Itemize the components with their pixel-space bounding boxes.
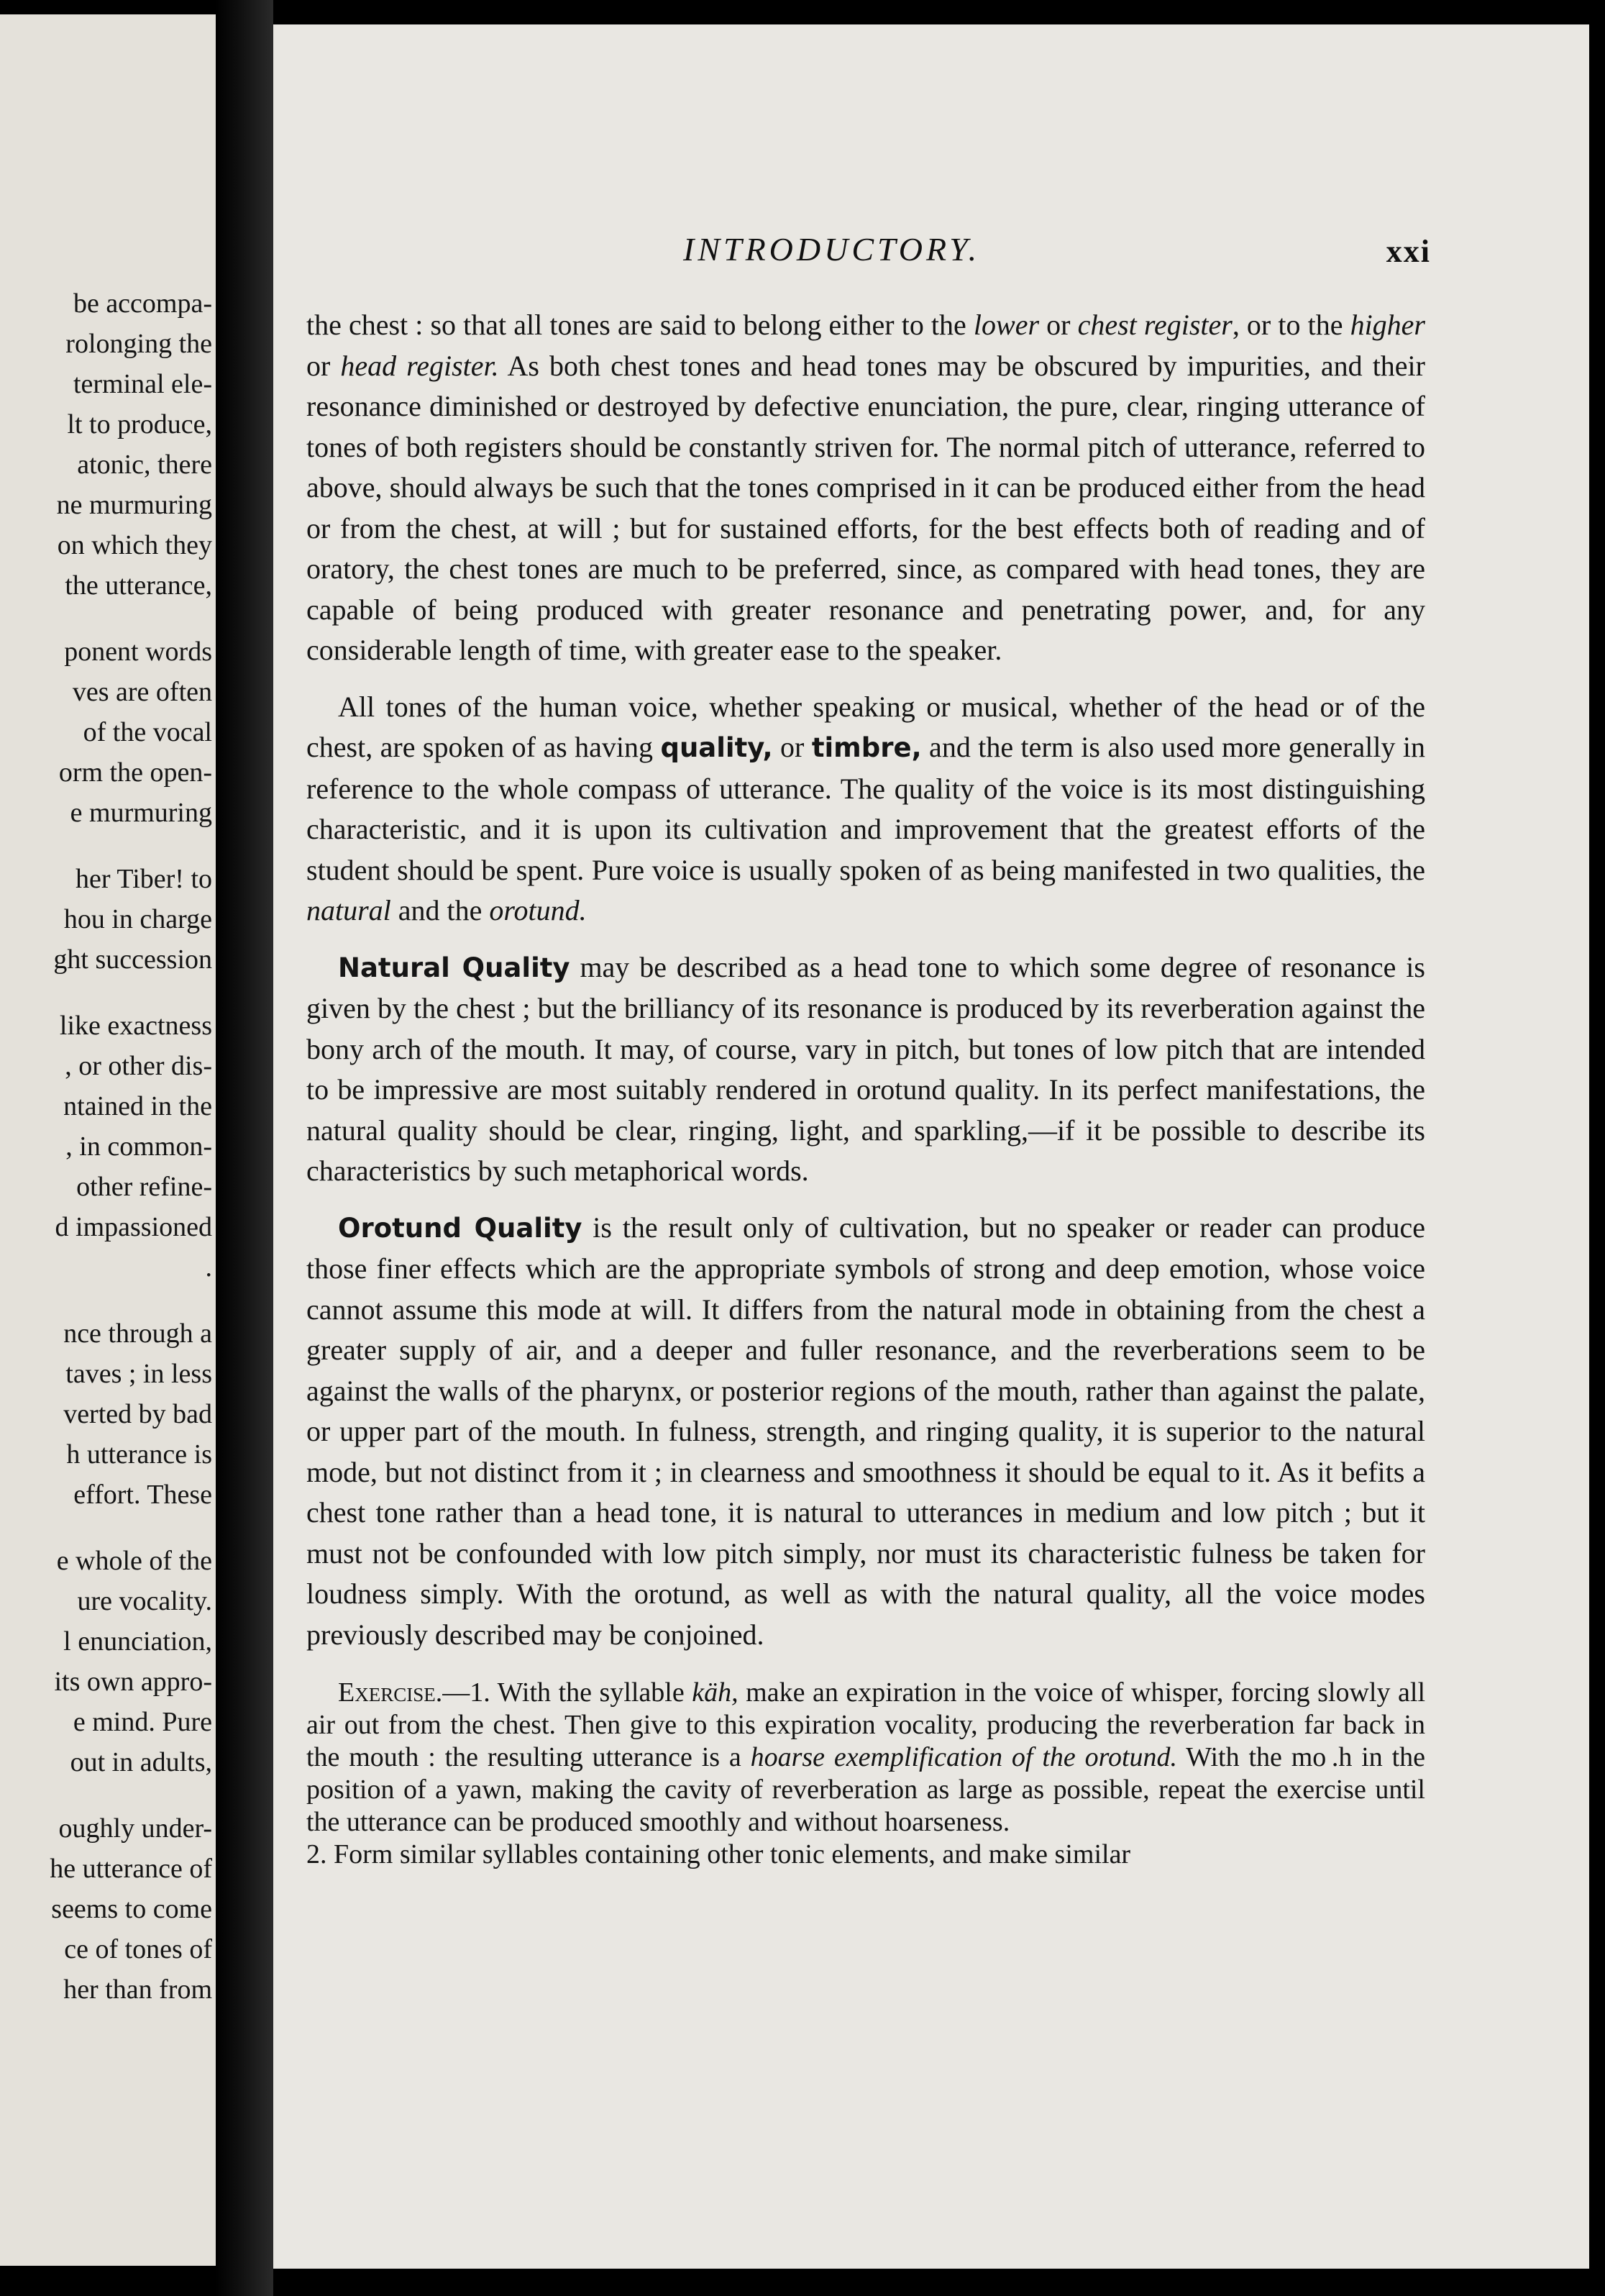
block-gap [7,606,212,632]
text-run: , or to the [1232,309,1350,341]
facing-page-line: taves ; in less [65,1359,212,1389]
block-gap [7,980,212,1006]
facing-page-line: her Tiber! to [76,864,212,894]
italic-term: head register. [340,349,499,382]
paragraph-registers [306,305,1425,671]
book-gutter [216,0,273,2296]
bold-term: quality, [660,732,773,763]
facing-page-line: of the vocal [83,717,212,747]
italic-term: higher [1350,309,1425,341]
facing-page-line: rolonging the [65,329,212,359]
text-run: make an expiration in the voice of whisper, forcing slowly all air out from the chest. Then give to this expiration vocality, producing the reverberation far back in the mouth : the resulting utterance is a [306,1677,1425,1772]
facing-page-line: be accompa- [73,288,212,319]
facing-page-lines [7,283,212,2010]
italic-term: lower [973,309,1040,341]
facing-page-line: ght succession [53,944,212,975]
text-run: and the [390,894,490,926]
facing-page-line: out in adults, [70,1747,212,1777]
section-heading: Orotund Quality [338,1212,582,1244]
text-run: the chest : so that all tones are said to belong either to the [306,309,974,341]
block-gap [7,1782,212,1808]
facing-page-line: he utterance of [50,1854,212,1884]
page-number: xxi [1386,234,1431,269]
italic-term: chest register [1077,309,1233,341]
book-page [273,24,1589,2269]
exercise-number: —1. [442,1677,490,1708]
text-run: Form similar syllables containing other tonic elements, and make similar [326,1839,1131,1869]
facing-page-line: like exactness [59,1011,212,1041]
italic-term: natural [306,894,391,926]
facing-page-line: verted by bad [63,1399,212,1429]
body-text [306,305,1425,1871]
exercise-number: 2. [306,1839,327,1869]
facing-page-line: on which they [57,530,212,560]
facing-page-line: e whole of the [56,1546,212,1576]
exercise-label: Exercise. [338,1677,443,1708]
text-run: With the mo .h in the position of a yawn, making the cavity of reverberation as large as possible, repeat the exercise until the utterance can be produced smoothly and without hoarseness. [306,1742,1425,1837]
facing-page-line: . [205,1252,212,1283]
facing-page-line: hou in charge [63,904,212,934]
facing-page-line: seems to come [51,1894,212,1924]
facing-page-fragment [0,14,216,2266]
paragraph-natural-quality [306,947,1425,1192]
block-gap [7,833,212,859]
text-run: With the syllable [490,1677,692,1708]
facing-page-line: nce through a [63,1318,212,1349]
bold-term: timbre, [811,732,922,763]
block-gap [7,1288,212,1313]
facing-page-line: the utterance, [65,570,212,601]
facing-page-line: l enunciation, [63,1626,212,1657]
facing-page-line: ne murmuring [56,490,212,520]
facing-page-line: oughly under- [58,1813,212,1844]
facing-page-line: her than from [63,1974,212,2005]
paragraph-orotund-quality [306,1208,1425,1656]
facing-page-line: its own appro- [54,1667,212,1697]
text-run: As both chest tones and head tones may be obscured by impurities, and their resonance diminished or destroyed by defective enunciation, the pure, clear, ringing utterance of tones of both registers should be constantly striven for. The normal pitch of utterance, referred to above, should always be such that the tones comprised in it can be produced either from the head or from the chest, at will ; but for sustained efforts, for the best effects both of reading and of oratory, the chest tones are much to be preferred, since, as compared with head tones, they are capable of being produced with greater resonance and penetrating power, and, for any considerable length of time, with greater ease to the speaker. [306,349,1425,666]
running-title: INTRODUCTORY. [683,231,981,268]
italic-term: orotund. [489,894,587,926]
text-run: and the term is also used more generally in reference to the whole compass of utterance. The quality of the voice is its most distinguishing characteristic, and it is upon its cultivation and improvement that the greatest efforts of the student should be spent. Pure voice is usually spoken of as being manifested in two qualities, the [306,731,1426,886]
paragraph-quality [306,687,1425,931]
facing-page-line: orm the open- [58,757,212,788]
facing-page-line: e murmuring [70,798,212,828]
block-gap [7,1515,212,1541]
text-run: All tones of the human voice, whether speaking or musical, whether of the head or of the chest, are spoken of as having [306,690,1425,763]
facing-page-line: h utterance is [66,1439,212,1470]
facing-page-line: ntained in the [63,1091,212,1121]
facing-page-line: , in common- [65,1131,212,1162]
facing-page-line: terminal ele- [73,369,212,399]
italic-term: käh, [692,1677,739,1708]
facing-page-line: ponent words [64,637,212,667]
text-run: or [772,731,812,763]
facing-page-line: e mind. Pure [73,1707,212,1737]
text-run: is the result only of cultivation, but no speaker or reader can produce those finer effects which are the appropriate symbols of strong and deep emotion, whose voice cannot assume this mode at will. It differs from the natural mode in obtaining from the chest a greater supply of air, and a deeper and fuller resonance, and the reverberations seem to be against the walls of the pharynx, or posterior regions of the mouth, rather than against the palate, or upper part of the mouth. In fulness, strength, and ringing quality, it is superior to the natural mode, but not distinct from it ; in clearness and smoothness it should be equal to it. As it befits a chest tone rather than a head tone, it is natural to utterances in medium and low pitch ; but it must not be confounded with low pitch simply, nor must its characteristic fulness be taken for loudness simply. With the orotund, as well as with the natural quality, all the voice modes previously described may be conjoined. [306,1211,1425,1651]
facing-page-line: other refine- [76,1172,212,1202]
facing-page-line: d impassioned [55,1212,212,1242]
section-heading: Natural Quality [338,952,570,983]
facing-page-line: effort. These [73,1480,212,1510]
facing-page-line: ce of tones of [64,1934,212,1964]
running-head [273,230,1589,273]
italic-term: hoarse exemplification of the orotund. [750,1742,1178,1772]
facing-page-line: atonic, there [77,450,212,480]
facing-page-line: ure vocality. [77,1586,212,1616]
facing-page-line: ves are often [72,677,212,707]
text-run: or [306,349,341,382]
facing-page-line: , or other dis- [65,1051,212,1081]
facing-page-line: lt to produce, [67,409,212,439]
exercise-block [306,1677,1425,1871]
text-run: or [1039,309,1078,341]
text-run: may be described as a head tone to which some degree of resonance is given by the chest ; but the brilliancy of its resonance is produced by its reverberation against the bony arch of the mouth. It may, of course, vary in pitch, but tones of low pitch that are intended to be impressive are most suitably rendered in orotund quality. In its perfect manifestations, the natural quality should be clear, ringing, light, and sparkling,—if it be possible to describe its characteristics by such metaphorical words. [306,950,1425,1187]
